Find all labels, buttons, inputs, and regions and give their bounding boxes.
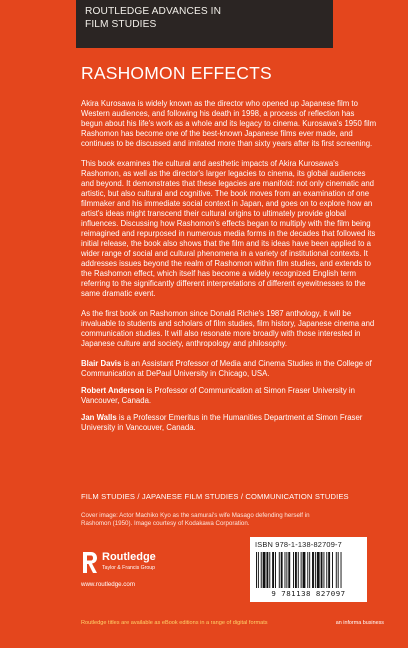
description-paragraph-1: Akira Kurosawa is widely known as the director who opened up Japanese film to Western audiences, and following his death in 1998, a process of reflection has begun about his life's work as a whole and its legacy to cinema. Kurosawa's 1950 film Rashomon has become one of the best-known Japanese films ever made, and continues to be discussed and imitated more than sixty years after its first screening. [81,99,377,148]
description-paragraph-2: This book examines the cultural and aesthetic impacts of Akira Kurosawa's Rashomon, as well as the director's larger legacies to cinema, its global audiences and beyond. It demonstrates that these legacies are manifold: not only cinematic and artistic, but also cultural and cognitive. The book moves from an examination of one filmmaker and his immediate social context in Japan, and goes on to explore how an artist's ideas might transcend their cultural origins to ultimately provide global influences. Discussing how Rashomon's effects began to multiply with the film being reimagined and repurposed in numerous media forms in the decades that followed its initial release, the book also shows that the film and its ideas have been applied to a wider range of social and cultural phenomena in a variety of institutional contexts. It addresses issues beyond the realm of Rashomon within film studies, and extends to the Rashomon effect, which itself has become a widely recognized English term referring to the significantly different interpretations of different eyewitnesses to the same dramatic event. [81,159,376,298]
author-name-2: Robert Anderson [81,386,145,395]
ebook-note: Routledge titles are available as eBook editions in a range of digital formats [81,620,268,626]
publisher-url[interactable]: www.routledge.com [81,581,135,588]
isbn-label: ISBN 978-1-138-82709-7 [255,540,342,549]
author-bio-3 [81,413,377,433]
series-line-1: ROUTLEDGE ADVANCES IN [85,6,222,17]
author-bio-text-1: is an Assistant Professor of Media and Cinema Studies in the College of Communication at DePaul University in Chicago, USA. [81,359,372,378]
publisher-logo [81,549,201,599]
author-bio-text-2: is Professor of Communication at Simon Fraser University in Vancouver, Canada. [81,386,355,405]
author-bio-text-3: is a Professor Emeritus in the Humanities Department at Simon Fraser University in Vancouver, Canada. [81,413,363,432]
book-title: RASHOMON EFFECTS [81,63,272,83]
barcode-panel [250,537,367,602]
back-cover-text [81,99,377,440]
barcode-digits: 9 781138 827097 [271,589,346,598]
barcode-icon [256,552,361,588]
informa-tagline: an informa business [335,620,384,626]
series-banner [76,0,333,48]
publisher-name: Routledge [102,551,156,563]
author-bio-2 [81,386,377,406]
author-name-1: Blair Davis [81,359,122,368]
author-bio-1 [81,359,377,379]
subject-categories: FILM STUDIES / JAPANESE FILM STUDIES / COMMUNICATION STUDIES [81,492,349,501]
routledge-mark-icon [81,551,98,574]
series-line-2: FILM STUDIES [85,18,157,30]
description-paragraph-3: As the first book on Rashomon since Donald Richie's 1987 anthology, it will be invaluable to students and scholars of film studies, film history, Japanese cinema and communication studies. It will also resonate more broadly with those interested in Japanese culture and society, anthropology and philosophy. [81,309,375,348]
author-name-3: Jan Walls [81,413,117,422]
publisher-group: Taylor & Francis Group [102,565,156,571]
cover-image-credit: Cover image: Actor Machiko Kyo as the samurai's wife Masago defending herself in Rashomon (1950). Image courtesy of Kodakawa Corporation. [81,512,310,527]
